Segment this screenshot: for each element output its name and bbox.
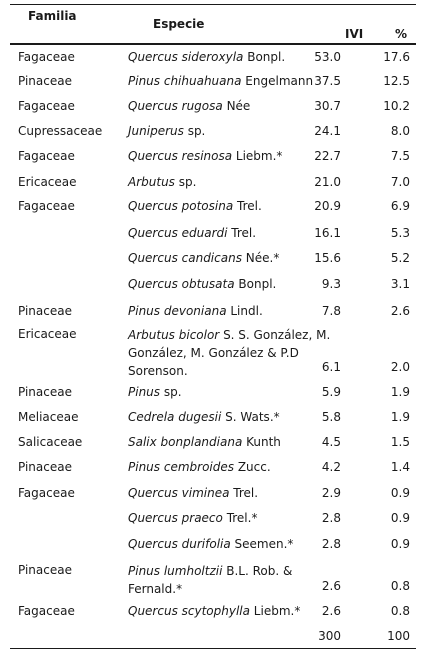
species-author: S. S. González, M. González, M. González & P.D Sorenson. xyxy=(128,328,331,378)
familia-cell: Fagaceae xyxy=(18,604,75,618)
percent-cell: 3.1 xyxy=(390,277,410,291)
familia-cell: Cupressaceae xyxy=(18,124,103,138)
ivi-cell: 37.5 xyxy=(314,74,341,88)
percent-cell: 12.5 xyxy=(383,74,410,88)
percent-cell: 7.0 xyxy=(390,175,410,189)
familia-cell: Pinaceae xyxy=(18,385,72,399)
species-name: Pinus xyxy=(128,385,161,399)
ivi-cell: 53.0 xyxy=(314,50,341,64)
species-author: Seemen.* xyxy=(230,537,294,551)
species-author: Trel. xyxy=(233,199,262,213)
ivi-cell: 22.7 xyxy=(314,149,341,163)
familia-cell: Fagaceae xyxy=(18,149,75,163)
species-name: Quercus sideroxyla xyxy=(128,50,244,64)
header-percent: % xyxy=(395,27,408,41)
species-author: Engelmann xyxy=(241,74,314,88)
ivi-cell: 9.3 xyxy=(321,277,341,291)
species-author: Trel. xyxy=(227,226,257,240)
familia-cell: Ericaceae xyxy=(18,175,77,189)
percent-cell: 1.4 xyxy=(390,460,410,474)
total-percent: 100 xyxy=(387,629,410,643)
percent-cell: 5.2 xyxy=(390,251,410,265)
ivi-cell: 7.8 xyxy=(321,304,341,318)
species-author: Née.* xyxy=(241,251,280,265)
species-author: B.L. Rob. & Fernald.* xyxy=(128,564,293,596)
header-familia: Familia xyxy=(28,9,77,23)
percent-cell: 7.5 xyxy=(390,149,410,163)
species-name: Quercus rugosa xyxy=(128,99,223,113)
ivi-cell: 5.9 xyxy=(321,385,341,399)
familia-cell: Fagaceae xyxy=(18,486,75,500)
species-author: S. Wats.* xyxy=(221,410,280,424)
familia-cell: Pinaceae xyxy=(18,74,72,88)
percent-cell: 1.9 xyxy=(390,410,410,424)
ivi-cell: 2.8 xyxy=(321,511,341,525)
ivi-cell: 2.6 xyxy=(321,579,341,593)
percent-cell: 5.3 xyxy=(390,226,410,240)
percent-cell: 17.6 xyxy=(383,50,410,64)
species-author: Lindl. xyxy=(226,304,263,318)
species-name: Pinus cembroides xyxy=(128,460,234,474)
species-name: Quercus viminea xyxy=(128,486,230,500)
species-author: sp. xyxy=(174,175,197,189)
species-name: Pinus devoniana xyxy=(128,304,227,318)
species-author: sp. xyxy=(183,124,206,138)
total-ivi: 300 xyxy=(318,629,341,643)
header-especie: Especie xyxy=(153,17,205,31)
ivi-cell: 2.9 xyxy=(321,486,341,500)
species-name: Juniperus xyxy=(128,124,184,138)
header-rule xyxy=(10,43,416,45)
ivi-cell: 24.1 xyxy=(314,124,341,138)
percent-cell: 1.9 xyxy=(390,385,410,399)
percent-cell: 0.9 xyxy=(390,537,410,551)
header-ivi: IVI xyxy=(345,27,364,41)
species-author: Zucc. xyxy=(234,460,271,474)
familia-cell: Fagaceae xyxy=(18,99,75,113)
species-name: Cedrela dugesii xyxy=(128,410,222,424)
ivi-cell: 2.6 xyxy=(321,604,341,618)
familia-cell: Pinaceae xyxy=(18,304,72,318)
familia-cell: Fagaceae xyxy=(18,50,75,64)
familia-cell: Meliaceae xyxy=(18,410,79,424)
species-author: Trel.* xyxy=(222,511,258,525)
familia-cell: Pinaceae xyxy=(18,460,72,474)
species-name: Quercus resinosa xyxy=(128,149,233,163)
ivi-cell: 5.8 xyxy=(321,410,341,424)
percent-cell: 0.8 xyxy=(390,579,410,593)
familia-cell: Fagaceae xyxy=(18,199,75,213)
percent-cell: 2.0 xyxy=(390,360,410,374)
species-author: Liebm.* xyxy=(232,149,283,163)
ivi-cell: 4.2 xyxy=(321,460,341,474)
species-name: Quercus durifolia xyxy=(128,537,231,551)
species-name: Quercus praeco xyxy=(128,511,223,525)
percent-cell: 2.6 xyxy=(390,304,410,318)
species-author: Trel. xyxy=(229,486,259,500)
ivi-cell: 4.5 xyxy=(321,435,341,449)
ivi-cell: 15.6 xyxy=(314,251,341,265)
percent-cell: 6.9 xyxy=(390,199,410,213)
species-name: Salix bonplandiana xyxy=(128,435,243,449)
percent-cell: 0.9 xyxy=(390,486,410,500)
percent-cell: 8.0 xyxy=(390,124,410,138)
percent-cell: 1.5 xyxy=(390,435,410,449)
ivi-cell: 2.8 xyxy=(321,537,341,551)
species-name: Pinus lumholtzii xyxy=(128,564,223,578)
percent-cell: 0.9 xyxy=(390,511,410,525)
ivi-cell: 30.7 xyxy=(314,99,341,113)
bottom-rule xyxy=(10,648,416,649)
ivi-cell: 21.0 xyxy=(314,175,341,189)
species-author: Kunth xyxy=(242,435,281,449)
species-name: Arbutus xyxy=(128,175,175,189)
species-name: Arbutus bicolor xyxy=(128,328,220,342)
familia-cell: Pinaceae xyxy=(18,563,72,577)
species-name: Quercus scytophylla xyxy=(128,604,250,618)
species-author: sp. xyxy=(160,385,182,399)
species-name: Quercus potosina xyxy=(128,199,234,213)
species-author: Née xyxy=(222,99,251,113)
species-name: Quercus obtusata xyxy=(128,277,235,291)
species-name: Quercus candicans xyxy=(128,251,242,265)
species-author: Bonpl. xyxy=(234,277,277,291)
species-name: Quercus eduardi xyxy=(128,226,228,240)
top-rule xyxy=(10,4,416,5)
species-author: Liebm.* xyxy=(249,604,301,618)
percent-cell: 10.2 xyxy=(383,99,410,113)
species-author: Bonpl. xyxy=(243,50,286,64)
ivi-cell: 20.9 xyxy=(314,199,341,213)
percent-cell: 0.8 xyxy=(390,604,410,618)
familia-cell: Ericaceae xyxy=(18,327,77,341)
ivi-cell: 16.1 xyxy=(314,226,341,240)
ivi-cell: 6.1 xyxy=(321,360,341,374)
familia-cell: Salicaceae xyxy=(18,435,83,449)
species-name: Pinus chihuahuana xyxy=(128,74,242,88)
